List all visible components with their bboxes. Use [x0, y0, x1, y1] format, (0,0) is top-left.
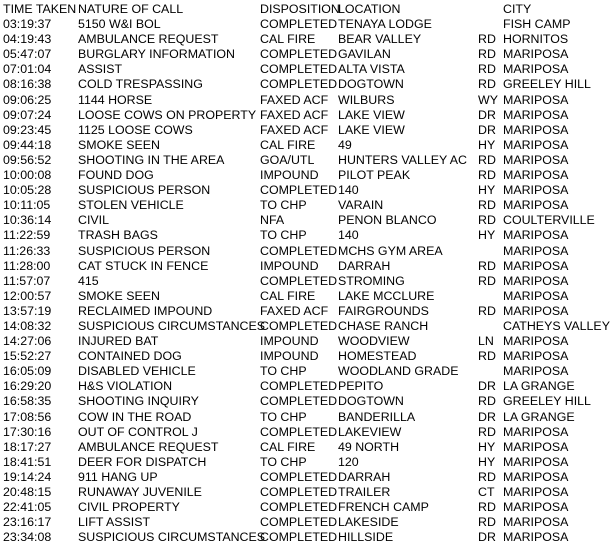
- cell-city: MARIPOSA: [503, 439, 569, 454]
- cell-city: MARIPOSA: [503, 92, 569, 107]
- cell-time-taken: 15:52:27: [3, 349, 52, 364]
- cell-time-taken: 05:47:07: [3, 47, 52, 62]
- cell-city: FISH CAMP: [503, 17, 571, 32]
- cell-street-suffix: RD: [478, 258, 496, 273]
- cell-street-suffix: HY: [478, 439, 496, 454]
- cell-street-suffix: DR: [478, 122, 496, 137]
- table-row: [0, 379, 614, 394]
- cell-nature-of-call: SUSPICIOUS PERSON: [78, 183, 211, 198]
- table-row: [0, 289, 614, 304]
- cell-location: WOODLAND GRADE: [338, 364, 459, 379]
- cell-time-taken: 09:56:52: [3, 152, 52, 167]
- cell-disposition: NFA: [260, 213, 285, 228]
- cell-location: BEAR VALLEY: [338, 32, 422, 47]
- cell-location: PENON BLANCO: [338, 213, 437, 228]
- cell-street-suffix: HY: [478, 183, 496, 198]
- cell-disposition: IMPOUND: [260, 168, 319, 183]
- cell-nature-of-call: CONTAINED DOG: [78, 349, 182, 364]
- cell-location: 120: [338, 454, 359, 469]
- cell-location: DOGTOWN: [338, 77, 404, 92]
- table-row: [0, 93, 614, 108]
- cell-disposition: COMPLETED: [260, 424, 338, 439]
- cell-street-suffix: RD: [478, 273, 496, 288]
- cell-city: LA GRANGE: [503, 409, 575, 424]
- cell-nature-of-call: CIVIL PROPERTY: [78, 500, 180, 515]
- cell-street-suffix: RD: [478, 47, 496, 62]
- table-row: [0, 244, 614, 259]
- cell-street-suffix: RD: [478, 424, 496, 439]
- table-row: [0, 530, 614, 545]
- cell-city: MARIPOSA: [503, 515, 569, 530]
- cell-disposition: CAL FIRE: [260, 137, 316, 152]
- cell-location: PEPITO: [338, 379, 384, 394]
- cell-location: LAKE MCCLURE: [338, 288, 435, 303]
- cell-disposition: IMPOUND: [260, 334, 319, 349]
- cell-time-taken: 11:26:33: [3, 243, 51, 258]
- cell-nature-of-call: AMBULANCE REQUEST: [78, 32, 219, 47]
- cell-time-taken: 10:05:28: [3, 183, 52, 198]
- cell-time-taken: 20:48:15: [3, 485, 52, 499]
- cell-city: GREELEY HILL: [503, 394, 591, 409]
- cell-time-taken: 11:28:00: [3, 258, 51, 273]
- table-row: [0, 77, 614, 92]
- cell-city: MARIPOSA: [503, 228, 569, 243]
- cell-disposition: COMPLETED: [260, 318, 338, 333]
- cell-street-suffix: RD: [478, 394, 496, 409]
- cell-disposition: FAXED ACF: [260, 303, 329, 318]
- cell-nature-of-call: RUNAWAY JUVENILE: [78, 485, 202, 499]
- cell-location: HOMESTEAD: [338, 349, 417, 364]
- cell-city: GREELEY HILL: [503, 77, 591, 92]
- cell-location: 49 NORTH: [338, 439, 400, 454]
- table-row: [0, 440, 614, 455]
- cell-time-taken: 14:08:32: [3, 318, 52, 333]
- header-location: LOCATION: [338, 2, 401, 16]
- cell-disposition: IMPOUND: [260, 258, 319, 273]
- cell-time-taken: 23:34:08: [3, 530, 52, 545]
- cell-nature-of-call: SHOOTING IN THE AREA: [78, 152, 225, 167]
- cell-city: MARIPOSA: [503, 243, 569, 258]
- cell-nature-of-call: INJURED BAT: [78, 334, 159, 349]
- cell-disposition: TO CHP: [260, 409, 307, 424]
- cell-disposition: FAXED ACF: [260, 92, 329, 107]
- table-row: [0, 485, 614, 500]
- cell-disposition: TO CHP: [260, 454, 307, 469]
- table-row: [0, 274, 614, 289]
- table-row: [0, 138, 614, 153]
- cell-city: MARIPOSA: [503, 469, 569, 484]
- cell-location: FAIRGROUNDS: [338, 303, 429, 318]
- cell-disposition: CAL FIRE: [260, 439, 316, 454]
- cell-location: BANDERILLA: [338, 409, 416, 424]
- cell-nature-of-call: H&S VIOLATION: [78, 379, 173, 394]
- cell-disposition: COMPLETED: [260, 394, 338, 409]
- cell-disposition: COMPLETED: [260, 17, 338, 32]
- cell-location: DARRAH: [338, 469, 391, 484]
- cell-time-taken: 18:17:27: [3, 439, 52, 454]
- cell-nature-of-call: SUSPICIOUS PERSON: [78, 243, 211, 258]
- cell-city: MARIPOSA: [503, 258, 569, 273]
- cell-location: LAKESIDE: [338, 515, 399, 530]
- cell-disposition: CAL FIRE: [260, 32, 316, 47]
- table-row: [0, 168, 614, 183]
- cell-disposition: COMPLETED: [260, 530, 338, 545]
- cell-street-suffix: DR: [478, 107, 496, 122]
- cell-disposition: COMPLETED: [260, 183, 338, 198]
- cell-disposition: TO CHP: [260, 198, 307, 213]
- table-row: [0, 228, 614, 243]
- cell-location: 140: [338, 183, 359, 198]
- cell-time-taken: 10:11:05: [3, 198, 51, 213]
- cell-disposition: CAL FIRE: [260, 288, 316, 303]
- cell-city: MARIPOSA: [503, 107, 569, 122]
- table-row: [0, 394, 614, 409]
- cell-street-suffix: RD: [478, 152, 496, 167]
- cell-nature-of-call: 1144 HORSE: [78, 92, 153, 107]
- cell-disposition: IMPOUND: [260, 349, 319, 364]
- cell-location: LAKE VIEW: [338, 107, 405, 122]
- cell-nature-of-call: AMBULANCE REQUEST: [78, 439, 219, 454]
- cell-time-taken: 08:16:38: [3, 77, 52, 92]
- cell-nature-of-call: SMOKE SEEN: [78, 288, 160, 303]
- cell-time-taken: 12:00:57: [3, 288, 52, 303]
- cell-nature-of-call: CAT STUCK IN FENCE: [78, 258, 209, 273]
- cell-street-suffix: RD: [478, 168, 496, 183]
- table-row: [0, 183, 614, 198]
- cell-nature-of-call: 415: [78, 273, 99, 288]
- cell-nature-of-call: 1125 LOOSE COWS: [78, 122, 193, 137]
- cell-time-taken: 19:14:24: [3, 469, 52, 484]
- cell-time-taken: 11:22:59: [3, 228, 51, 243]
- table-row: [0, 213, 614, 228]
- cell-disposition: FAXED ACF: [260, 122, 329, 137]
- cell-city: MARIPOSA: [503, 334, 569, 349]
- cell-city: LA GRANGE: [503, 379, 575, 394]
- cell-disposition: COMPLETED: [260, 243, 338, 258]
- cell-city: MARIPOSA: [503, 62, 569, 77]
- table-row: [0, 62, 614, 77]
- cell-time-taken: 10:00:08: [3, 168, 52, 183]
- cell-street-suffix: HY: [478, 137, 496, 152]
- cell-nature-of-call: ASSIST: [78, 62, 123, 77]
- table-row: [0, 425, 614, 440]
- cell-nature-of-call: SHOOTING INQUIRY: [78, 394, 199, 409]
- cell-location: MCHS GYM AREA: [338, 243, 443, 258]
- table-row: [0, 17, 614, 32]
- table-row: [0, 32, 614, 47]
- cell-nature-of-call: 911 HANG UP: [78, 469, 158, 484]
- cell-nature-of-call: 5150 W&I BOL: [78, 17, 161, 32]
- cell-street-suffix: RD: [478, 198, 496, 213]
- cell-city: MARIPOSA: [503, 183, 569, 198]
- cell-city: MARIPOSA: [503, 273, 569, 288]
- cell-street-suffix: RD: [478, 469, 496, 484]
- cell-street-suffix: RD: [478, 62, 496, 77]
- cell-location: DOGTOWN: [338, 394, 404, 409]
- cell-street-suffix: RD: [478, 349, 496, 364]
- cell-city: MARIPOSA: [503, 137, 569, 152]
- cell-time-taken: 09:23:45: [3, 122, 52, 137]
- table-row: [0, 410, 614, 425]
- cell-street-suffix: RD: [478, 500, 496, 515]
- cell-disposition: COMPLETED: [260, 273, 338, 288]
- header-city: CITY: [503, 2, 532, 16]
- header-time-taken: TIME TAKEN: [3, 2, 77, 16]
- cell-street-suffix: RD: [478, 32, 496, 47]
- cell-nature-of-call: COW IN THE ROAD: [78, 409, 192, 424]
- cell-nature-of-call: LIFT ASSIST: [78, 515, 151, 530]
- cell-time-taken: 22:41:05: [3, 500, 52, 515]
- table-header-row: [0, 2, 614, 17]
- cell-time-taken: 13:57:19: [3, 303, 52, 318]
- cell-street-suffix: DR: [478, 379, 496, 394]
- cell-street-suffix: CT: [478, 485, 495, 499]
- cell-disposition: TO CHP: [260, 228, 307, 243]
- table-row: [0, 108, 614, 123]
- cell-time-taken: 16:58:35: [3, 394, 52, 409]
- cell-location: FRENCH CAMP: [338, 500, 429, 515]
- table-row: [0, 334, 614, 349]
- cell-time-taken: 18:41:51: [3, 454, 52, 469]
- table-row: [0, 500, 614, 515]
- cell-disposition: GOA/UTL: [260, 152, 315, 167]
- cell-location: HILLSIDE: [338, 530, 394, 545]
- cell-city: COULTERVILLE: [503, 213, 595, 228]
- table-row: [0, 47, 614, 62]
- cell-street-suffix: RD: [478, 303, 496, 318]
- table-row: [0, 304, 614, 319]
- cell-disposition: COMPLETED: [260, 485, 338, 499]
- cell-disposition: COMPLETED: [260, 47, 338, 62]
- cell-city: MARIPOSA: [503, 152, 569, 167]
- cell-nature-of-call: SUSPICIOUS CIRCUMSTANCES: [78, 318, 266, 333]
- cell-time-taken: 17:08:56: [3, 409, 52, 424]
- cell-city: MARIPOSA: [503, 168, 569, 183]
- cell-disposition: COMPLETED: [260, 469, 338, 484]
- cell-location: STROMING: [338, 273, 405, 288]
- cell-street-suffix: RD: [478, 213, 496, 228]
- table-row: [0, 455, 614, 470]
- cell-time-taken: 09:44:18: [3, 137, 52, 152]
- cell-city: MARIPOSA: [503, 288, 569, 303]
- cell-street-suffix: LN: [478, 334, 494, 349]
- cell-street-suffix: DR: [478, 409, 496, 424]
- cell-time-taken: 04:19:43: [3, 32, 52, 47]
- cell-location: PILOT PEAK: [338, 168, 411, 183]
- cell-street-suffix: HY: [478, 454, 496, 469]
- cell-time-taken: 16:29:20: [3, 379, 52, 394]
- cell-time-taken: 09:07:24: [3, 107, 52, 122]
- cell-nature-of-call: COLD TRESPASSING: [78, 77, 203, 92]
- cell-location: VARAIN: [338, 198, 384, 213]
- cell-location: CHASE RANCH: [338, 318, 429, 333]
- cell-time-taken: 10:36:14: [3, 213, 52, 228]
- table-row: [0, 259, 614, 274]
- cell-city: HORNITOS: [503, 32, 569, 47]
- table-row: [0, 349, 614, 364]
- cell-location: ALTA VISTA: [338, 62, 405, 77]
- table-row: [0, 470, 614, 485]
- cell-city: MARIPOSA: [503, 454, 569, 469]
- cell-nature-of-call: SUSPICIOUS CIRCUMSTANCES: [78, 530, 266, 545]
- cell-city: MARIPOSA: [503, 500, 569, 515]
- cell-street-suffix: RD: [478, 515, 496, 530]
- cell-city: MARIPOSA: [503, 198, 569, 213]
- table-body: [0, 15, 614, 543]
- cell-disposition: COMPLETED: [260, 379, 338, 394]
- cell-street-suffix: RD: [478, 77, 496, 92]
- cell-city: MARIPOSA: [503, 122, 569, 137]
- cell-time-taken: 07:01:04: [3, 62, 52, 77]
- table-row: [0, 515, 614, 530]
- cell-location: HUNTERS VALLEY AC: [338, 152, 467, 167]
- cell-city: MARIPOSA: [503, 47, 569, 62]
- cell-time-taken: 23:16:17: [3, 515, 52, 530]
- table-row: [0, 123, 614, 138]
- cell-nature-of-call: RECLAIMED IMPOUND: [78, 303, 213, 318]
- cell-city: CATHEYS VALLEY: [503, 318, 610, 333]
- cell-time-taken: 09:06:25: [3, 92, 52, 107]
- table-row: [0, 153, 614, 168]
- cell-city: MARIPOSA: [503, 485, 569, 499]
- cell-disposition: COMPLETED: [260, 77, 338, 92]
- cell-disposition: FAXED ACF: [260, 107, 329, 122]
- cell-location: TENAYA LODGE: [338, 17, 432, 32]
- cell-location: LAKE VIEW: [338, 122, 405, 137]
- cell-nature-of-call: DEER FOR DISPATCH: [78, 454, 207, 469]
- cell-city: MARIPOSA: [503, 424, 569, 439]
- cell-nature-of-call: LOOSE COWS ON PROPERTY: [78, 107, 257, 122]
- cell-street-suffix: HY: [478, 228, 496, 243]
- cell-time-taken: 03:19:37: [3, 17, 52, 32]
- cell-city: MARIPOSA: [503, 349, 569, 364]
- cell-nature-of-call: TRASH BAGS: [78, 228, 158, 243]
- cell-nature-of-call: BURGLARY INFORMATION: [78, 47, 235, 62]
- header-disposition: DISPOSITION: [260, 2, 340, 16]
- cell-disposition: TO CHP: [260, 364, 307, 379]
- cell-disposition: COMPLETED: [260, 62, 338, 77]
- cell-disposition: COMPLETED: [260, 500, 338, 515]
- cell-nature-of-call: STOLEN VEHICLE: [78, 198, 184, 213]
- cell-location: LAKEVIEW: [338, 424, 402, 439]
- cell-street-suffix: DR: [478, 530, 496, 545]
- cell-location: GAVILAN: [338, 47, 391, 62]
- header-nature-of-call: NATURE OF CALL: [78, 2, 184, 16]
- table-row: [0, 319, 614, 334]
- cell-time-taken: 17:30:16: [3, 424, 52, 439]
- cell-nature-of-call: OUT OF CONTROL J: [78, 424, 198, 439]
- cell-nature-of-call: SMOKE SEEN: [78, 137, 160, 152]
- cell-location: WILBURS: [338, 92, 395, 107]
- table-row: [0, 364, 614, 379]
- cell-location: DARRAH: [338, 258, 391, 273]
- cell-nature-of-call: CIVIL: [78, 213, 109, 228]
- cell-nature-of-call: DISABLED VEHICLE: [78, 364, 196, 379]
- cell-time-taken: 11:57:07: [3, 273, 51, 288]
- cell-location: WOODVIEW: [338, 334, 410, 349]
- cell-disposition: COMPLETED: [260, 515, 338, 530]
- cell-location: 140: [338, 228, 359, 243]
- cell-nature-of-call: FOUND DOG: [78, 168, 154, 183]
- cell-time-taken: 16:05:09: [3, 364, 52, 379]
- cell-location: TRAILER: [338, 485, 391, 499]
- cell-street-suffix: WY: [478, 92, 498, 107]
- cell-city: MARIPOSA: [503, 364, 569, 379]
- cell-location: 49: [338, 137, 352, 152]
- cell-city: MARIPOSA: [503, 303, 569, 318]
- table-row: [0, 198, 614, 213]
- cell-city: MARIPOSA: [503, 530, 569, 545]
- cell-time-taken: 14:27:06: [3, 334, 52, 349]
